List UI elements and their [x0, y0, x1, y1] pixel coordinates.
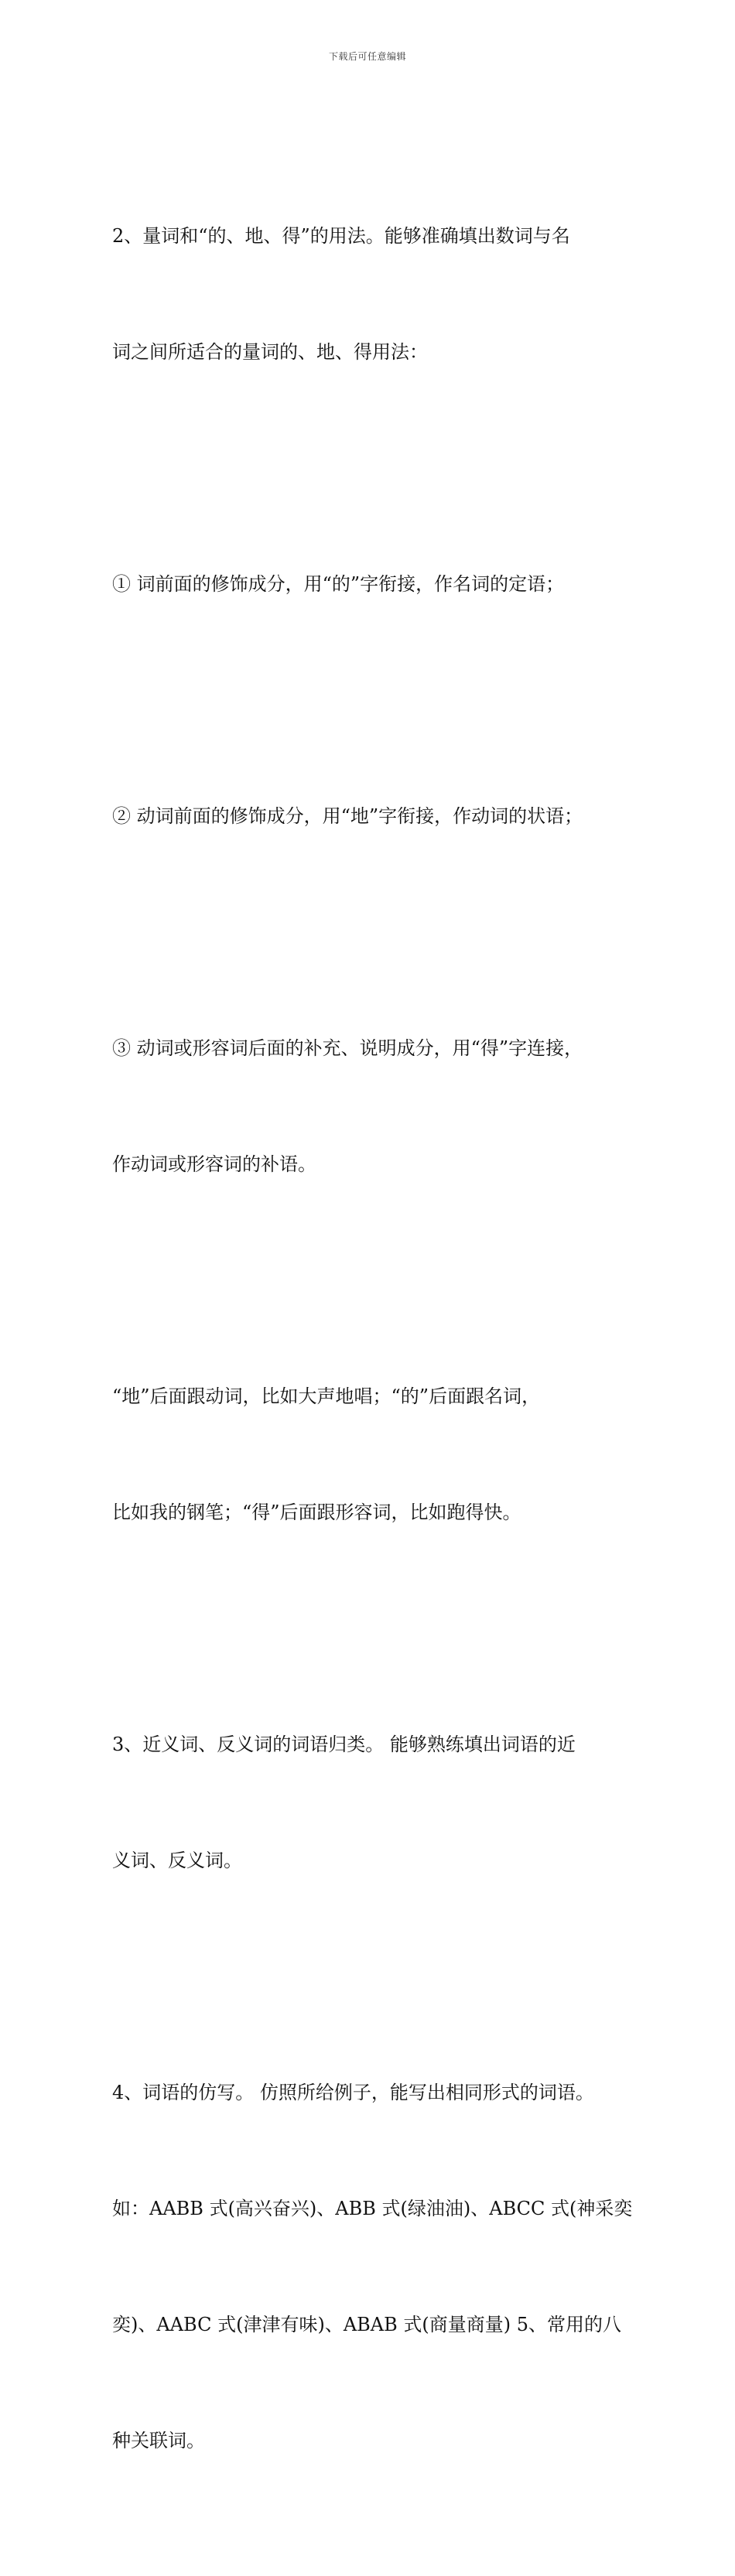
text-line: 种关联词。 — [112, 2430, 205, 2451]
paragraph-rule-dei — [112, 951, 646, 1261]
text-line: 3、近义词、反义词的词语归类。 能够熟练填出词语的近 — [112, 1734, 576, 1755]
page-header-note: 下载后可任意编辑 — [328, 51, 406, 62]
text-line: 词之间所适合的量词的、地、得用法： — [112, 341, 428, 363]
text-line: 作动词或形容词的补语。 — [112, 1153, 316, 1175]
text-line: ③ 动词或形容词后面的补充、说明成分，用“得”字连接， — [112, 1037, 583, 1059]
paragraph-imitation — [112, 1996, 646, 2537]
text-line: ① 词前面的修饰成分，用“的”字衔接，作名词的定语； — [112, 573, 565, 595]
text-line: 义词、反义词。 — [112, 1850, 242, 1871]
paragraph-rule-di — [112, 719, 646, 913]
text-line: ② 动词前面的修饰成分，用“地”字衔接，作动词的状语； — [112, 805, 583, 827]
document-body — [112, 139, 646, 2576]
paragraph-rule-de — [112, 487, 646, 681]
text-line: 4、词语的仿写。 仿照所给例子，能写出相同形式的词语。 — [112, 2082, 594, 2103]
paragraph-synonyms — [112, 1648, 646, 1957]
text-line: 如：AABB 式(高兴奋兴)、ABB 式(绿油油)、ABCC 式(神采奕 — [112, 2198, 633, 2219]
text-line: 奕)、AABC 式(津津有味)、ABAB 式(商量商量) 5、常用的八 — [112, 2314, 622, 2335]
text-line: “地”后面跟动词，比如大声地唱；“的”后面跟名词， — [112, 1385, 541, 1407]
text-line: 比如我的钢笔；“得”后面跟形容词，比如跑得快。 — [112, 1502, 521, 1523]
paragraph-examples — [112, 1300, 646, 1609]
paragraph-measure-words — [112, 139, 646, 449]
text-line: 2、量词和“的、地、得”的用法。能够准确填出数词与名 — [112, 225, 570, 247]
